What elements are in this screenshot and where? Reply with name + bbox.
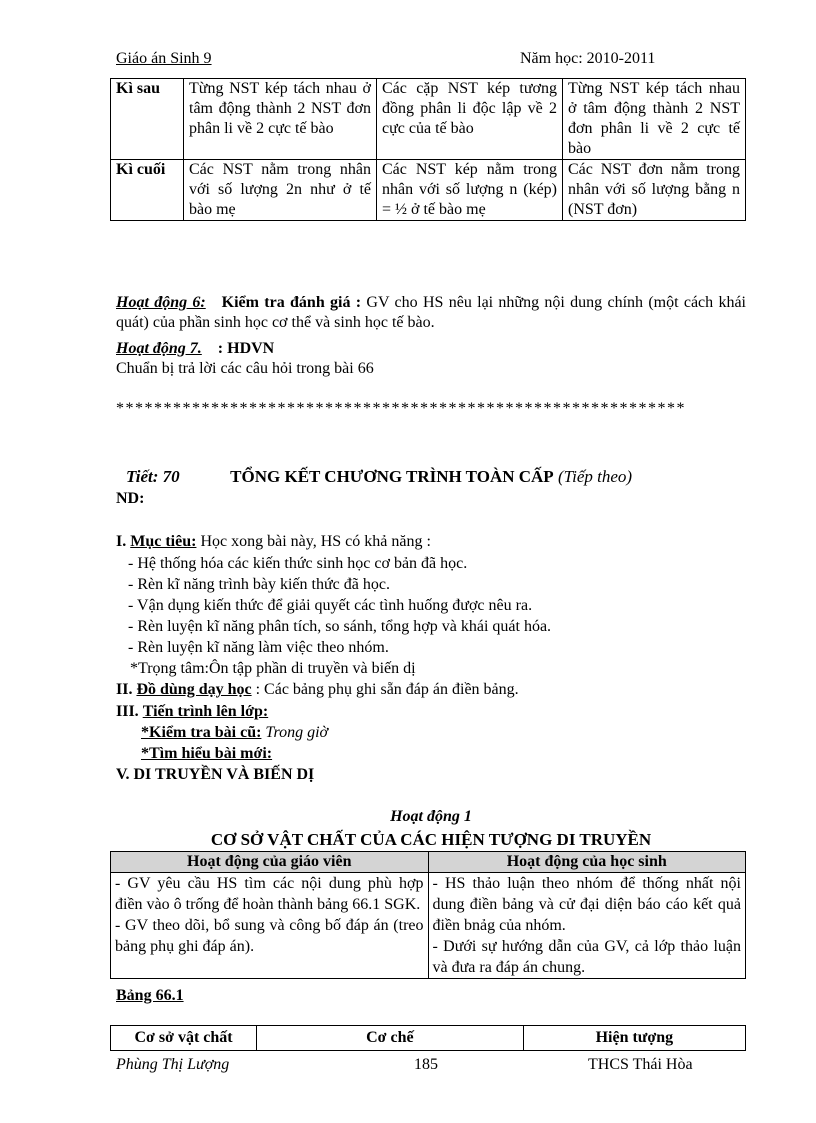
activity-1-table [110, 851, 746, 979]
meiosis2-cell: Từng NST kép tách nhau ở tâm động thành 2 NST đơn phân li về 2 cực tế bào [563, 79, 746, 160]
separator: ************************************************************ [116, 400, 686, 417]
lesson-title: TỔNG KẾT CHƯƠNG TRÌNH TOÀN CẤP [230, 467, 554, 486]
objectives-label: Mục tiêu: [130, 533, 197, 550]
process-label: Tiến trình lên lớp: [142, 703, 269, 720]
table-header-row [111, 1026, 746, 1051]
meiosis2-cell: Các NST đơn nằm trong nhân với số lượng bằng n (NST đơn) [563, 160, 746, 221]
student-step: - HS thảo luận theo nhóm để thống nhất nội dung điền bảng và cử đại diện báo cáo kết quả điền bnảg của nhóm. [432, 875, 741, 934]
teacher-step: - GV theo dõi, bổ sung và công bố đáp án (treo bảng phụ ghi đáp án). [115, 917, 424, 955]
activity-6-title: Kiểm tra đánh giá : [221, 294, 362, 311]
materials-text: : Các bảng phụ ghi sẵn đáp án điền bảng. [251, 681, 519, 698]
column-header: Cơ sở vật chất [111, 1026, 257, 1051]
activity-6-paragraph [116, 293, 746, 333]
meiosis1-cell: Các NST kép nằm trong nhân với số lượng n (kép) = ½ ở tế bào mẹ [377, 160, 563, 221]
check-old-lesson [141, 723, 741, 743]
activity-7-heading [116, 339, 746, 359]
teacher-column-header: Hoạt động của giáo viên [111, 852, 429, 873]
list-item: - Rèn kĩ năng trình bày kiến thức đã học. [128, 576, 390, 593]
materials-num: II. [116, 681, 133, 698]
list-item: - Rèn luyện kĩ năng phân tích, so sánh, tổng hợp và khái quát hóa. [128, 618, 552, 635]
section-v-heading: V. DI TRUYỀN VÀ BIẾN DỊ [116, 766, 315, 783]
lesson-date: ND: [116, 490, 145, 507]
process-heading [116, 702, 746, 722]
footer-school: THCS Thái Hòa [588, 1056, 693, 1073]
list-item: - Hệ thống hóa các kiến thức sinh học cơ bản đã học. [128, 555, 468, 572]
materials-label: Đồ dùng dạy học [136, 681, 252, 698]
objectives-intro: Học xong bài này, HS có khả năng : [196, 533, 431, 550]
lesson-continued: (Tiếp theo) [557, 467, 633, 486]
activity-1-title: CƠ SỞ VẬT CHẤT CỦA CÁC HIỆN TƯỢNG DI TRUYỀN [210, 830, 652, 849]
phase-cell: Kì sau [111, 79, 184, 160]
materials-line [116, 680, 746, 700]
table-row [111, 160, 746, 221]
phase-cell: Kì cuối [111, 160, 184, 221]
table-row [111, 873, 746, 979]
activity-6-label: Hoạt động 6: [116, 294, 206, 311]
lesson-title-line [126, 467, 632, 487]
activity-1-label: Hoạt động 1 [390, 808, 472, 825]
objectives-num: I. [116, 533, 127, 550]
table-66-1 [110, 1025, 746, 1051]
column-header: Cơ chế [257, 1026, 524, 1051]
table-header-row [111, 852, 746, 873]
column-header: Hiện tượng [523, 1026, 745, 1051]
footer-author: Phùng Thị Lượng [116, 1056, 230, 1073]
list-item: - Vận dụng kiến thức để giải quyết các tình huống được nêu ra. [128, 597, 533, 614]
activity-7-text: Chuẩn bị trả lời các câu hỏi trong bài 66 [116, 360, 374, 377]
mitosis-cell: Từng NST kép tách nhau ở tâm động thành 2 NST đơn phân li về 2 cực tế bào [184, 79, 377, 160]
page-number: 185 [414, 1056, 438, 1073]
teacher-cell [111, 873, 429, 979]
table-66-1-label: Bảng 66.1 [116, 987, 184, 1004]
new-lesson [141, 744, 741, 764]
activity-7-title: : HDVN [217, 340, 275, 357]
focus-note: *Trọng tâm:Ôn tập phần di truyền và biến dị [130, 660, 416, 677]
table-row [111, 79, 746, 160]
process-num: III. [116, 703, 139, 720]
header-school-year: Năm học: 2010-2011 [520, 50, 656, 67]
objectives-heading [116, 532, 746, 552]
student-cell [428, 873, 746, 979]
check-label: *Kiểm tra bài cũ: [141, 724, 262, 741]
check-value: Trong giờ [261, 724, 329, 741]
lesson-number: Tiết: 70 [126, 467, 180, 486]
teacher-step: - GV yêu cầu HS tìm các nội dung phù hợp điền vào ô trống để hoàn thành bảng 66.1 SGK. [115, 875, 424, 913]
activity-7-label: Hoạt động 7. [116, 340, 202, 357]
mitosis-cell: Các NST nằm trong nhân với số lượng 2n như ở tế bào mẹ [184, 160, 377, 221]
student-column-header: Hoạt động của học sinh [428, 852, 746, 873]
meiosis1-cell: Các cặp NST kép tương đồng phân li độc lập về 2 cực của tế bào [377, 79, 563, 160]
phase-comparison-table [110, 78, 746, 221]
header-subject: Giáo án Sinh 9 [116, 50, 212, 67]
activity-6-text: GV cho HS nêu lại những nội dung chính (một cách khái quát) của phần sinh học cơ thể và sinh học tế bào. [116, 294, 747, 331]
student-step: - Dưới sự hướng dẫn của GV, cả lớp thảo luận và đưa ra đáp án chung. [432, 938, 741, 976]
list-item: - Rèn luyện kĩ năng làm việc theo nhóm. [128, 639, 389, 656]
new-lesson-label: *Tìm hiểu bài mới: [141, 745, 273, 762]
